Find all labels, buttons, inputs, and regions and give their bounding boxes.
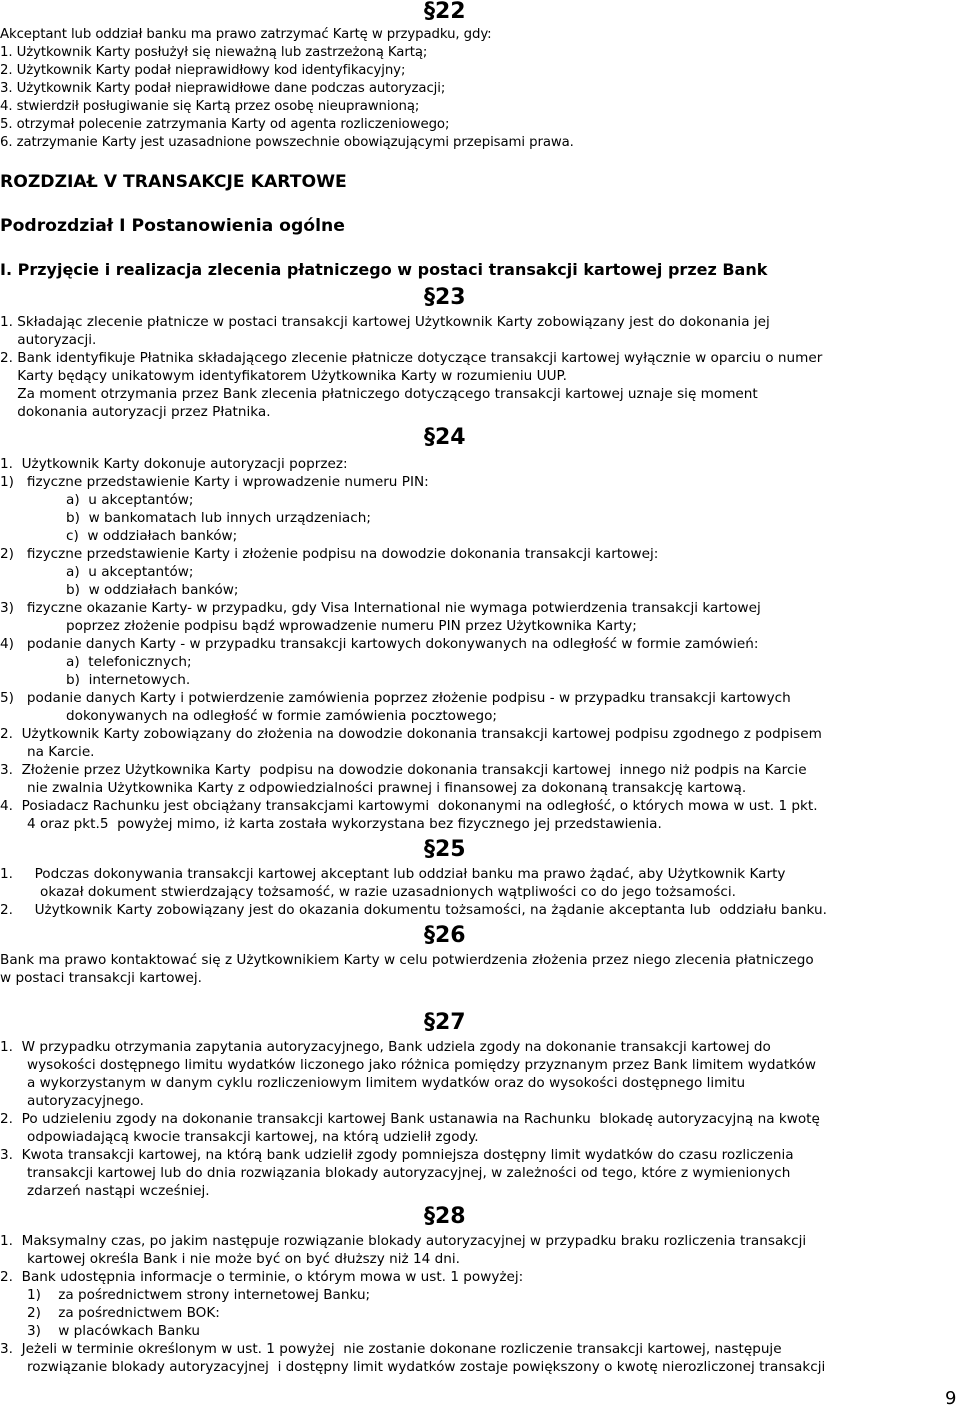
s28-line: 3. Jeżeli w terminie określonym w ust. 1 powyżej nie zostanie dokonane rozliczenie transakcji kartowej, następuje xyxy=(0,1341,782,1357)
s24-line: b) w bankomatach lub innych urządzeniach; xyxy=(66,510,371,526)
s28-line: 2) za pośrednictwem BOK: xyxy=(27,1305,220,1321)
s28-line: kartowej określa Bank i nie może być on być dłuższy niż 14 dni. xyxy=(27,1251,460,1267)
s24-line: 3. Złożenie przez Użytkownika Karty podpisu na dowodzie dokonania transakcji kartowej innego niż podpis na Karcie xyxy=(0,762,807,778)
s24-line: 2. Użytkownik Karty zobowiązany do złożenia na dowodzie dokonania transakcji kartowej podpisu zgodnego z podpisem xyxy=(0,726,822,742)
s24-line: 4. Posiadacz Rachunku jest obciążany transakcjami kartowymi dokonanymi na odległość, o których mowa w ust. 1 pkt. xyxy=(0,798,818,814)
section-24-number: §24 xyxy=(424,425,466,450)
s22-item: 5. otrzymał polecenie zatrzymania Karty od agenta rozliczeniowego; xyxy=(0,117,450,132)
section-25-number: §25 xyxy=(424,837,466,862)
s28-line: rozwiązanie blokady autoryzacyjnej i dostępny limit wydatków zostaje powiększony o kwotę nierozliczonej transakcji xyxy=(27,1359,826,1375)
s24-line: 4 oraz pkt.5 powyżej mimo, iż karta została wykorzystana bez fizycznego jej przedstawienia. xyxy=(27,816,662,832)
s23-line: Karty będący unikatowym identyfikatorem Użytkownika Karty w rozumieniu UUP. xyxy=(0,368,567,384)
s26-line: w postaci transakcji kartowej. xyxy=(0,970,202,986)
s27-line: 3. Kwota transakcji kartowej, na którą bank udzielił zgody pomniejsza dostępny limit wydatków do czasu rozliczenia xyxy=(0,1147,794,1163)
s24-line: 1) fizyczne przedstawienie Karty i wprowadzenie numeru PIN: xyxy=(0,474,429,490)
s23-line: 1. Składając zlecenie płatnicze w postaci transakcji kartowej Użytkownik Karty zobowiązany jest do dokonania jej xyxy=(0,314,770,330)
s22-item: 1. Użytkownik Karty posłużył się nieważną lub zastrzeżoną Kartą; xyxy=(0,45,428,60)
s22-item: 6. zatrzymanie Karty jest uzasadnione powszechnie obowiązującymi przepisami prawa. xyxy=(0,135,574,150)
s27-line: 1. W przypadku otrzymania zapytania autoryzacyjnego, Bank udziela zgody na dokonanie transakcji kartowej do xyxy=(0,1039,771,1055)
s26-line: Bank ma prawo kontaktować się z Użytkownikiem Karty w celu potwierdzenia złożenia przez niego zlecenia płatniczego xyxy=(0,952,814,968)
section-27-number: §27 xyxy=(424,1010,466,1035)
section-28-number: §28 xyxy=(424,1204,466,1229)
s24-line: a) telefonicznych; xyxy=(66,654,192,670)
s27-line: transakcji kartowej lub do dnia rozwiązania blokady autoryzacyjnej, w zależności od tego, które z wymienionych xyxy=(27,1165,791,1181)
part-title: I. Przyjęcie i realizacja zlecenia płatniczego w postaci transakcji kartowej przez Bank xyxy=(0,260,768,279)
subchapter-title: Podrozdział I Postanowienia ogólne xyxy=(0,216,345,236)
s23-line: autoryzacji. xyxy=(0,332,97,348)
s23-line: dokonania autoryzacji przez Płatnika. xyxy=(0,404,271,420)
s23-line: 2. Bank identyfikuje Płatnika składającego zlecenie płatnicze dotyczące transakcji kartowej wyłącznie w oparciu o numer xyxy=(0,350,823,366)
s24-line: nie zwalnia Użytkownika Karty z odpowiedzialności prawnej i finansowej za dokonaną transakcję kartową. xyxy=(27,780,747,796)
section-22-number: §22 xyxy=(424,0,466,24)
s24-line: 2) fizyczne przedstawienie Karty i złożenie podpisu na dowodzie dokonania transakcji kartowej: xyxy=(0,546,659,562)
s23-line: Za moment otrzymania przez Bank zlecenia płatniczego dotyczącego transakcji kartowej uznaje się moment xyxy=(0,386,758,402)
s24-line: b) w oddziałach banków; xyxy=(66,582,239,598)
s24-line: 5) podanie danych Karty i potwierdzenie zamówienia poprzez złożenie podpisu - w przypadku transakcji kartowych xyxy=(0,690,791,706)
s24-line: na Karcie. xyxy=(27,744,95,760)
s24-line: c) w oddziałach banków; xyxy=(66,528,238,544)
s22-item: 3. Użytkownik Karty podał nieprawidłowe dane podczas autoryzacji; xyxy=(0,81,446,96)
s22-intro: Akceptant lub oddział banku ma prawo zatrzymać Kartę w przypadku, gdy: xyxy=(0,27,492,42)
s25-line: 1. Podczas dokonywania transakcji kartowej akceptant lub oddział banku ma prawo żądać, aby Użytkownik Karty xyxy=(0,866,786,882)
s22-item: 2. Użytkownik Karty podał nieprawidłowy kod identyfikacyjny; xyxy=(0,63,406,78)
s25-line: okazał dokument stwierdzający tożsamość, w razie uzasadnionych wątpliwości co do jego tożsamości. xyxy=(40,884,736,900)
s24-line: 4) podanie danych Karty - w przypadku transakcji kartowych dokonywanych na odległość w formie zamówień: xyxy=(0,636,759,652)
s24-line: 1. Użytkownik Karty dokonuje autoryzacji poprzez: xyxy=(0,456,348,472)
section-26-number: §26 xyxy=(424,923,466,948)
s24-line: 3) fizyczne okazanie Karty- w przypadku, gdy Visa International nie wymaga potwierdzenia transakcji kartowej xyxy=(0,600,761,616)
s28-line: 1. Maksymalny czas, po jakim następuje rozwiązanie blokady autoryzacyjnej w przypadku braku rozliczenia transakcji xyxy=(0,1233,807,1249)
chapter-title: ROZDZIAŁ V TRANSAKCJE KARTOWE xyxy=(0,172,347,192)
s24-line: b) internetowych. xyxy=(66,672,191,688)
section-23-number: §23 xyxy=(424,285,466,310)
s24-line: dokonywanych na odległość w formie zamówienia pocztowego; xyxy=(66,708,497,724)
s24-line: a) u akceptantów; xyxy=(66,492,194,508)
s25-line: 2. Użytkownik Karty zobowiązany jest do okazania dokumentu tożsamości, na żądanie akceptanta lub oddziału banku. xyxy=(0,902,827,918)
s24-line: poprzez złożenie podpisu bądź wprowadzenie numeru PIN przez Użytkownika Karty; xyxy=(66,618,637,634)
s27-line: 2. Po udzieleniu zgody na dokonanie transakcji kartowej Bank ustanawia na Rachunku blokadę autoryzacyjną na kwotę xyxy=(0,1111,820,1127)
s28-line: 2. Bank udostępnia informacje o terminie, o którym mowa w ust. 1 powyżej: xyxy=(0,1269,524,1285)
s24-line: a) u akceptantów; xyxy=(66,564,194,580)
s27-line: autoryzacyjnego. xyxy=(27,1093,144,1109)
s27-line: zdarzeń nastąpi wcześniej. xyxy=(27,1183,210,1199)
page-number: 9 xyxy=(945,1388,957,1409)
s28-line: 3) w placówkach Banku xyxy=(27,1323,201,1339)
s27-line: a wykorzystanym w danym cyklu rozliczeniowym limitem wydatków oraz do wysokości dostępnego limitu xyxy=(27,1075,746,1091)
s27-line: wysokości dostępnego limitu wydatków liczonego jako różnica pomiędzy przyznanym przez Bank limitem wydatków xyxy=(27,1057,816,1073)
s27-line: odpowiadającą kwocie transakcji kartowej, na którą udzielił zgody. xyxy=(27,1129,479,1145)
s28-line: 1) za pośrednictwem strony internetowej Banku; xyxy=(27,1287,371,1303)
s22-item: 4. stwierdził posługiwanie się Kartą przez osobę nieuprawnioną; xyxy=(0,99,420,114)
